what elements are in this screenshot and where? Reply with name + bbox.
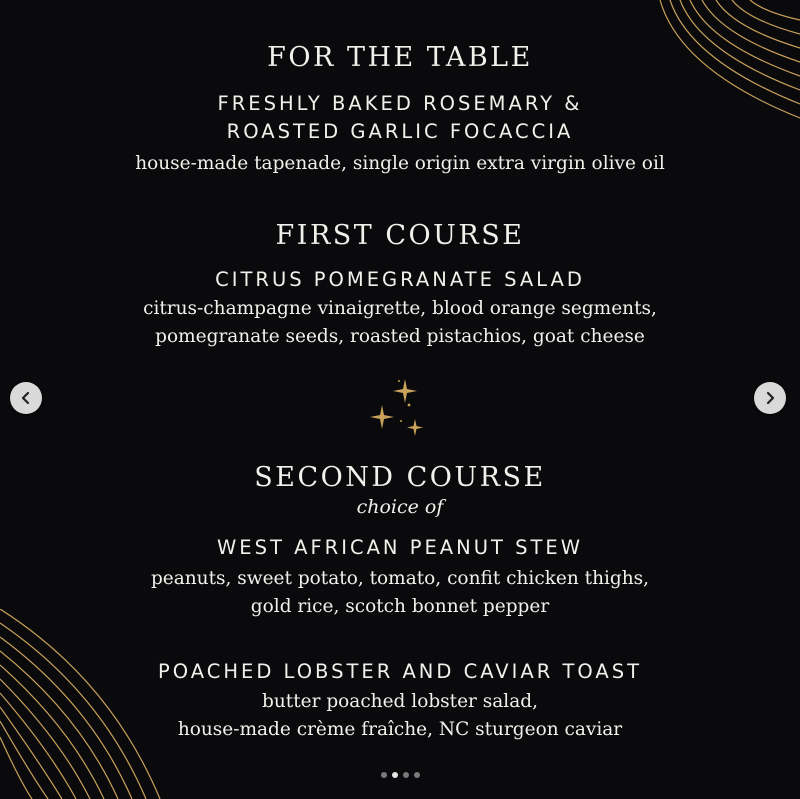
section-heading-first-course: FIRST COURSE [275,220,525,251]
carousel-dot[interactable] [392,772,398,778]
second-course-section [0,462,800,493]
focaccia-dish [0,90,800,146]
lobster-toast-description [0,688,800,744]
carousel-dot[interactable] [403,772,409,778]
first-course-section [0,220,800,251]
dish-description-line: citrus-champagne vinaigrette, blood orange segments, [143,298,657,319]
dish-description: house-made tapenade, single origin extra virgin olive oil [135,153,665,174]
lobster-toast-dish [0,658,800,686]
dish-title-line: ROASTED GARLIC FOCACCIA [226,120,574,143]
sparkle-stars-icon [365,375,435,445]
peanut-stew-dish [0,534,800,562]
carousel-prev-button[interactable] [10,382,42,414]
citrus-salad-dish [0,266,800,294]
carousel-pagination [0,772,800,778]
peanut-stew-description [0,565,800,621]
dish-title: WEST AFRICAN PEANUT STEW [217,536,583,559]
choice-of-subheading-block [0,496,800,518]
dish-title-line: FRESHLY BAKED ROSEMARY & [217,92,583,115]
dish-description-line: peanuts, sweet potato, tomato, confit chicken thighs, [150,568,650,589]
choice-of-subheading: choice of [356,496,444,518]
for-the-table-section [0,42,800,73]
dish-title: POACHED LOBSTER AND CAVIAR TOAST [157,660,643,683]
dish-description-line: butter poached lobster salad, [262,691,538,712]
focaccia-description [0,150,800,178]
section-heading-second-course: SECOND COURSE [254,462,546,493]
chevron-left-icon [19,391,33,405]
chevron-right-icon [763,391,777,405]
citrus-salad-description [0,295,800,351]
dish-description-line: house-made crème fraîche, NC sturgeon caviar [177,719,623,740]
carousel-dot[interactable] [414,772,420,778]
dish-title: CITRUS POMEGRANATE SALAD [215,268,585,291]
section-heading-for-the-table: FOR THE TABLE [267,42,533,73]
carousel-next-button[interactable] [754,382,786,414]
carousel-dot[interactable] [381,772,387,778]
dish-description-line: pomegranate seeds, roasted pistachios, goat cheese [155,326,645,347]
dish-description-line: gold rice, scotch bonnet pepper [250,596,550,617]
